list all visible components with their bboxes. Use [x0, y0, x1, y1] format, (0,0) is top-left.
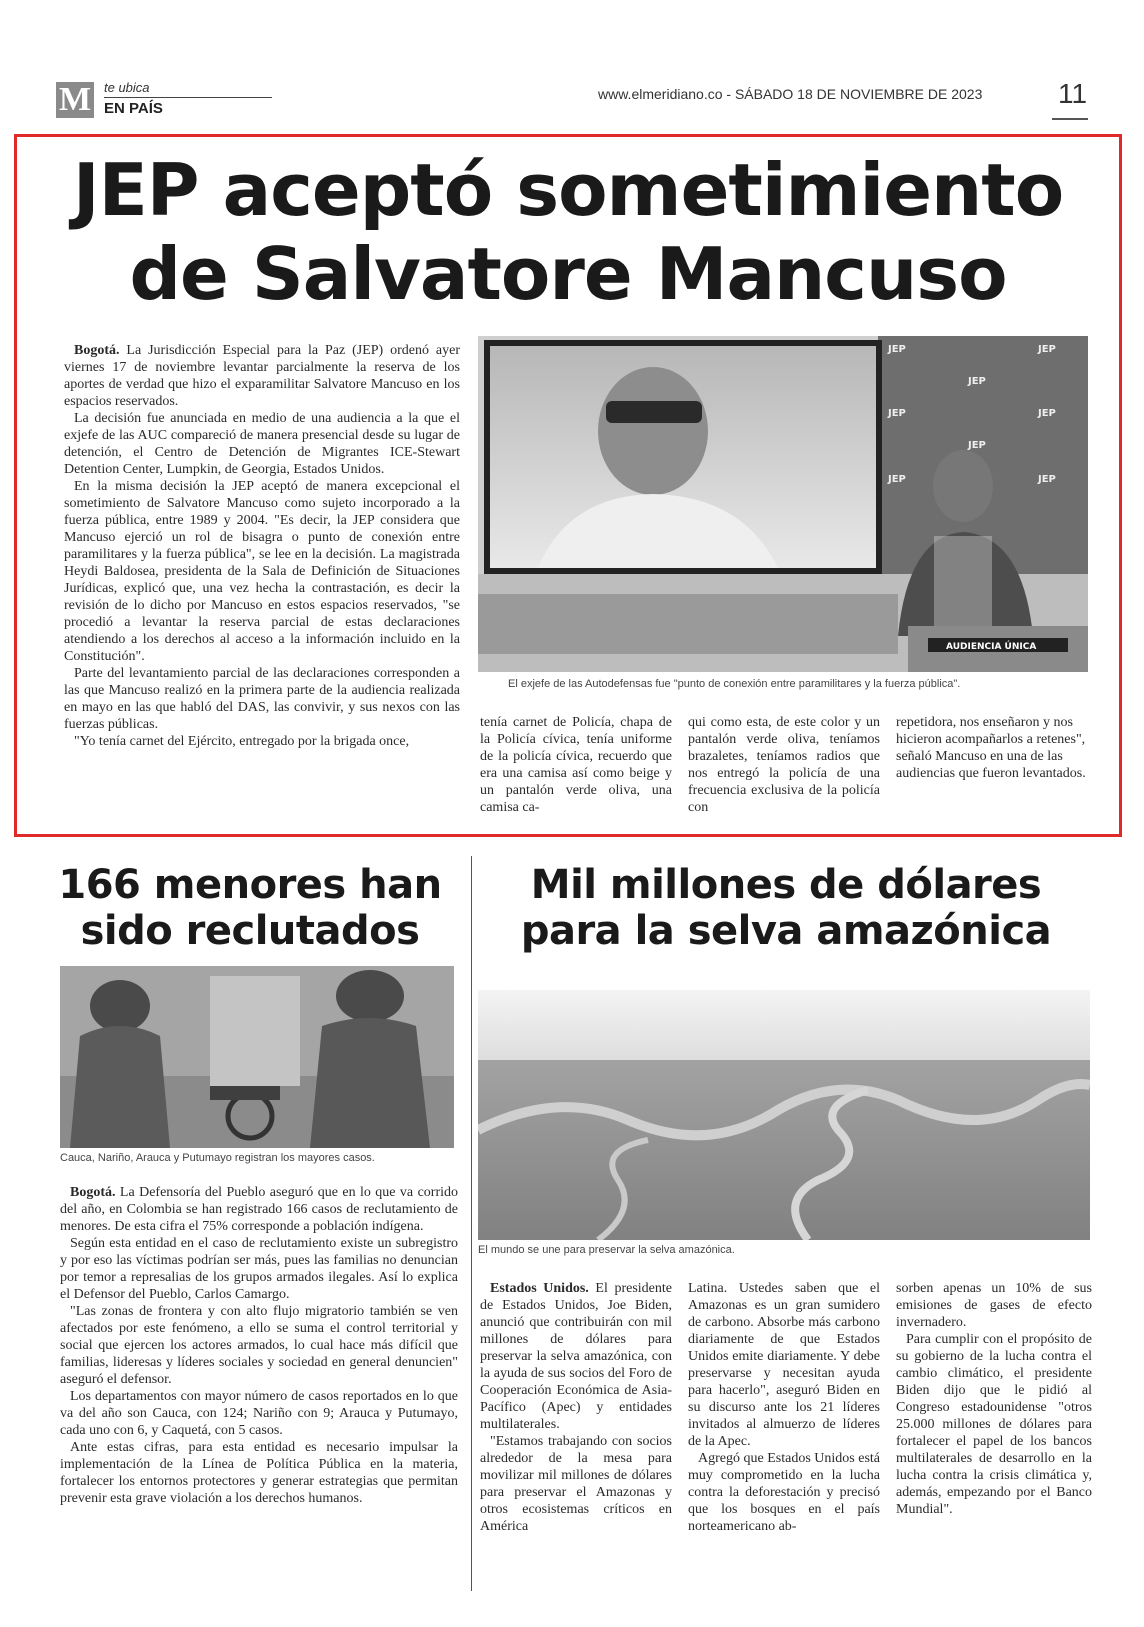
minors-headline: [40, 862, 460, 954]
dateline-lead: Estados Unidos.: [490, 1281, 589, 1296]
paragraph: Estados Unidos. El presidente de Estados Unidos, Joe Biden, anunció que contribuirán con mil millones de dólares para preservar la selva amazónica, con la ayuda de sus socios del Foro de Cooperación Económica de Asia-Pacífico (Apec) y entidades multilaterales.: [480, 1281, 672, 1432]
paragraph: sorben apenas un 10% de sus emisiones de gases de efecto invernadero.: [896, 1281, 1092, 1330]
amazon-col-3: [896, 1280, 1092, 1518]
paragraph: Bogotá. La Defensoría del Pueblo aseguró que en lo que va corrido del año, en Colombia se han registrado 166 casos de reclutamiento de menores. De esta cifra el 75% corresponde a población indígena.: [60, 1185, 458, 1234]
section-tagline: te ubica: [104, 80, 150, 95]
photo-banner-text: AUDIENCIA ÚNICA: [946, 642, 1037, 652]
wall-logo: JEP: [888, 474, 906, 485]
wall-logo: JEP: [968, 376, 986, 387]
minors-photo-caption: Cauca, Nariño, Arauca y Putumayo registran los mayores casos.: [60, 1152, 375, 1164]
newspaper-logo[interactable]: M: [56, 82, 94, 118]
headline-line-1: 166 menores han: [58, 862, 442, 908]
section-name: EN PAÍS: [104, 100, 163, 117]
paragraph: La decisión fue anunciada en medio de una audiencia a la que el exjefe de las AUC compareció de manera presencial desde su lugar de detención, el Centro de Detención de Migrantes ICE-Stewart Detention Center, Lumpkin, de Georgia, Estados Unidos.: [64, 411, 460, 477]
amazon-photo-caption: El mundo se une para preservar la selva amazónica.: [478, 1244, 735, 1256]
headline-line-1: Mil millones de dólares: [530, 862, 1042, 908]
main-article-col-1: [64, 342, 460, 750]
minors-body: [60, 1184, 458, 1507]
headline-line-1: JEP aceptó sometimiento: [72, 148, 1064, 232]
dateline-lead: Bogotá.: [70, 1185, 116, 1200]
wall-logo: JEP: [888, 344, 906, 355]
paragraph: Parte del levantamiento parcial de las declaraciones corresponden a las que Mancuso realizó en la primera parte de la audiencia realizada en mayo en las que habló del DAS, las convivir, y sus nexos con las fuerzas públicas.: [64, 666, 460, 732]
paragraph: qui como esta, de este color y un pantalón verde oliva, teníamos brazaletes, teníamos radios que nos entregó la policía de una frecuencia exclusiva de la policía con: [688, 715, 880, 815]
amazon-col-1: [480, 1280, 672, 1535]
wall-logo: JEP: [1038, 344, 1056, 355]
main-article-col-2: [480, 714, 672, 816]
minors-photo: [60, 966, 454, 1148]
paragraph: "Las zonas de frontera y con alto flujo migratorio también se ven afectados por este fenómeno, a ello se suma el control territorial y social que ejercen los actores armados, lo cual hace más difícil que familias, lideresas y líderes sociales y sociedad en general denuncien" aseguró el defensor.: [60, 1304, 458, 1387]
section-rule: [104, 97, 272, 98]
dateline-lead: Bogotá.: [74, 343, 120, 358]
headline-line-2: sido reclutados: [80, 908, 420, 954]
paragraph: Los departamentos con mayor número de casos reportados en lo que va del año son Cauca, con 124; Nariño con 9; Arauca y Putumayo, cada uno con 6, y Caquetá, con 5 casos.: [60, 1389, 458, 1438]
masthead: [56, 80, 216, 120]
dateline: www.elmeridiano.co - SÁBADO 18 DE NOVIEMBRE DE 2023: [598, 86, 983, 102]
main-article-headline: [18, 148, 1118, 316]
column-divider: [471, 856, 472, 1591]
headline-line-2: de Salvatore Mancuso: [129, 232, 1007, 316]
paragraph: Bogotá. La Jurisdicción Especial para la Paz (JEP) ordenó ayer viernes 17 de noviembre levantar parcialmente la reserva de los aportes de verdad que hizo el exparamilitar Salvatore Mancuso en los espacios reservados.: [64, 343, 460, 409]
wall-logo: JEP: [1038, 474, 1056, 485]
main-article-photo: [478, 336, 1088, 672]
paragraph: Agregó que Estados Unidos está muy comprometido en la lucha contra la deforestación y precisó que los bosques en el país norteamericano ab-: [688, 1451, 880, 1534]
paragraph: Para cumplir con el propósito de su gobierno de la lucha contra el cambio climático, el presidente Biden dijo que le pidió al Congreso estadounidense "otros 25.000 millones de dólares para fortalecer el papel de los bancos multilaterales de desarrollo en la lucha contra la crisis climática y, además, empezando por el Banco Mundial".: [896, 1332, 1092, 1517]
headline-line-2: para la selva amazónica: [520, 908, 1052, 954]
wall-logo: JEP: [888, 408, 906, 419]
paragraph: repetidora, nos enseñaron y nos hicieron acompañarlos a retenes", señaló Mancuso en una de las audiencias que fueron levantados.: [896, 715, 1086, 781]
main-article-col-3: [688, 714, 880, 816]
paragraph: tenía carnet de Policía, chapa de la Policía cívica, tenía uniforme de la policía cívica, recuerdo que era una camisa así como beige y un pantalón verde oliva, una camisa ca-: [480, 715, 672, 815]
paragraph: "Estamos trabajando con socios alrededor de la mesa para movilizar mil millones de dólares para preservar el Amazonas y otros ecosistemas críticos en América: [480, 1434, 672, 1534]
photo-soldiers: [60, 966, 454, 1148]
amazon-col-2: [688, 1280, 880, 1535]
main-photo-caption: El exjefe de las Autodefensas fue "punto de conexión entre paramilitares y la fuerza pública".: [508, 678, 961, 690]
main-article-col-4: [896, 714, 1092, 782]
photo-amazon-river: [478, 990, 1090, 1240]
paragraph: "Yo tenía carnet del Ejército, entregado por la brigada once,: [74, 734, 410, 749]
amazon-headline: [480, 862, 1092, 954]
amazon-photo: [478, 990, 1090, 1240]
paragraph: Latina. Ustedes saben que el Amazonas es un gran sumidero de carbono. Absorbe más carbono diariamente de que Estados Unidos emite diariamente. Y debe preservarse y necesitan ayuda para hacerlo", aseguró Biden en su discurso ante los 21 líderes invitados al almuerzo de líderes de la Apec.: [688, 1281, 880, 1449]
photo-jep-hearing: [478, 336, 1088, 672]
wall-logo: JEP: [1038, 408, 1056, 419]
paragraph: En la misma decisión la JEP aceptó de manera excepcional el sometimiento de Salvatore Mancuso como sujeto incorporado a la fuerza pública, entre 1989 y 2004. "Es decir, la JEP considera que Mancuso ejerció un rol de bisagra o punto de conexión entre paramilitares y la fuerza pública", se lee en la decisión. La magistrada Heydi Baldosea, presidenta de la Sala de Definición de Situaciones Jurídicas, explicó que, una vez hecha la contrastación, es decir la revisión de lo dicho por Mancuso en estos espacios reservados, "se procedió a levantar la reserva parcial de estas declaraciones atendiendo a los derechos al acceso a la información incluido en la Constitución".: [64, 479, 460, 664]
page-number-rule: [1052, 118, 1088, 120]
page-number: 11: [1058, 78, 1088, 109]
paragraph: Ante estas cifras, para esta entidad es necesario impulsar la implementación de la Línea de Política Pública en la materia, fortalecer los entornos protectores y generar estrategias que permitan prevenir esta grave violación a los derechos humanos.: [60, 1440, 458, 1506]
paragraph: Según esta entidad en el caso de reclutamiento existe un subregistro y por eso las víctimas podrían ser más, pues las familias no denuncian por temor a represalias de los grupos armados ilegales. Así lo explica el Defensor del Pueblo, Carlos Camargo.: [60, 1236, 458, 1302]
wall-logo: JEP: [968, 440, 986, 451]
